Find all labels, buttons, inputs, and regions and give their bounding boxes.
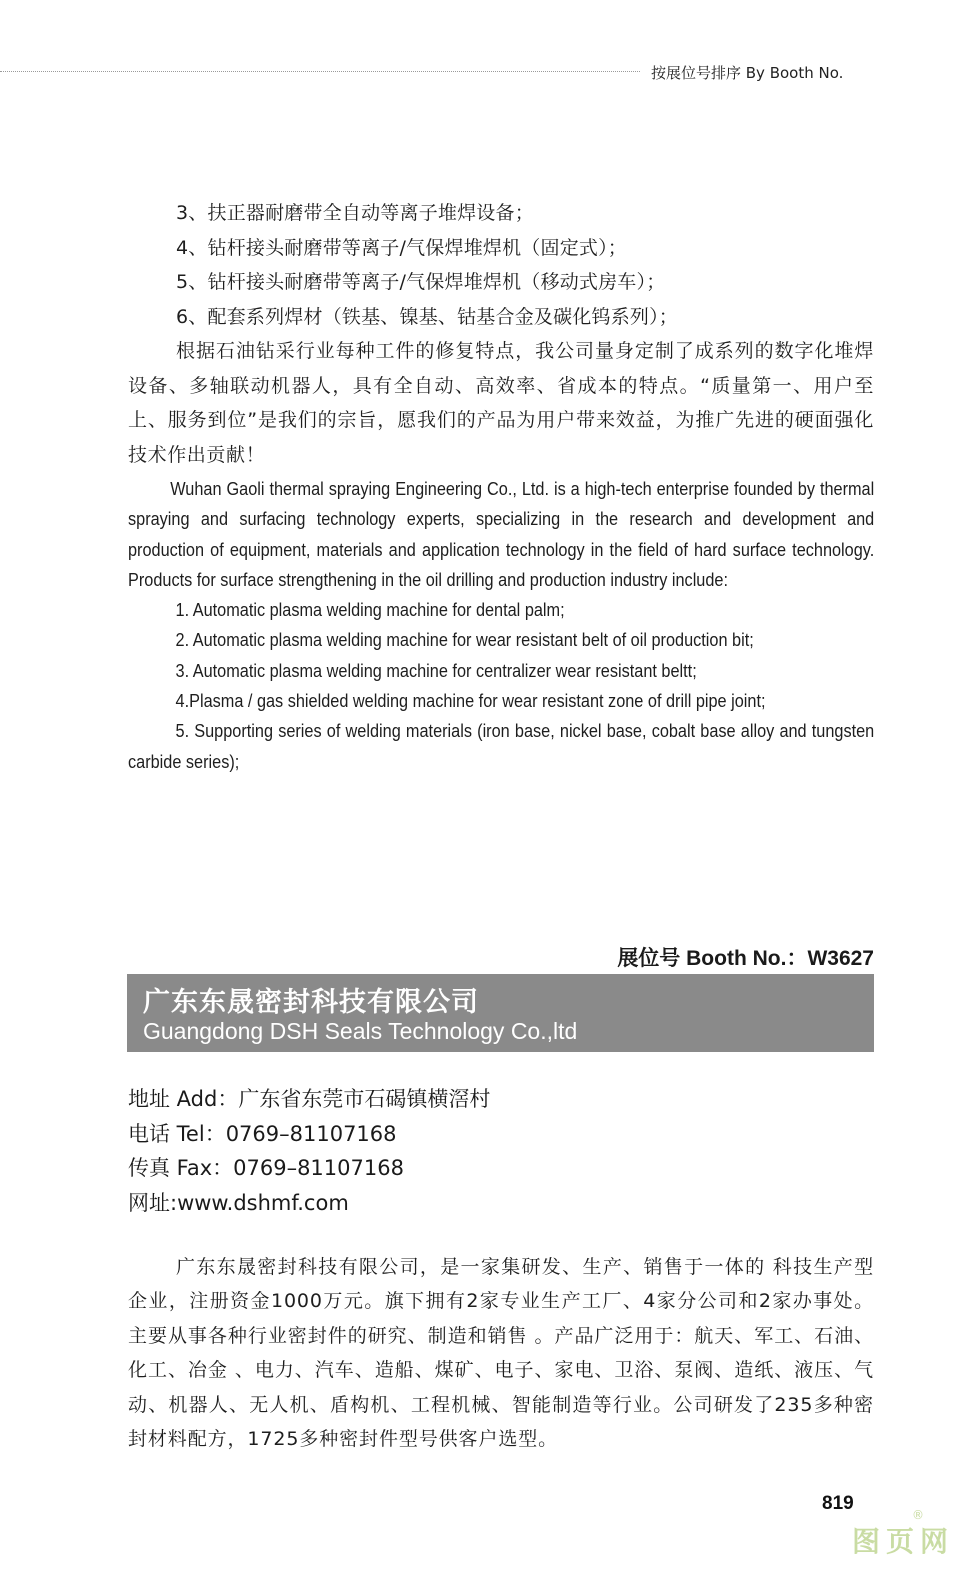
page-number: 819 (822, 1493, 854, 1514)
zh-list-item: 4、钻杆接头耐磨带等离子/气保焊堆焊机（固定式）； (176, 236, 627, 259)
company-name-zh: 广东东晟密封科技有限公司 (143, 987, 479, 1018)
contact-info (128, 1082, 874, 1220)
contact-website[interactable]: 网址:www.dshmf.com (128, 1190, 349, 1215)
zh-list-item: 5、钻杆接头耐磨带等离子/气保焊堆焊机（移动式房车）； (176, 271, 666, 293)
contact-address: 地址 Add：广东省东莞市石碣镇横滘村 (128, 1087, 491, 1111)
company-intro-paragraph: 广东东晟密封科技有限公司，是一家集研发、生产、销售于一体的 科技生产型企业，注册资金1000万元。旗下拥有2家专业生产工厂、4家分公司和2家办事处。主要从事各种行业密封件的研究、制造和销售 。产品广泛用于：航天、军工、石油、化工、冶金 、电力、汽车、造船、煤矿、电子、家电、卫浴、泵阀、造纸、液压、气动、机器人、无人机、盾构机、工程机械、智能制造等行业。公司研发了235多种密封材料配方，1725多种密封件型号供客户选型。 (128, 1256, 874, 1451)
en-list-item: 4.Plasma / gas shielded welding machine for wear resistant zone of drill pipe joint; (175, 690, 766, 712)
contact-tel: 电话 Tel：0769–81107168 (128, 1121, 397, 1146)
contact-fax: 传真 Fax：0769–81107168 (128, 1156, 404, 1180)
header-dotted-rule (0, 71, 640, 72)
previous-company-zh-section (128, 196, 874, 472)
zh-list-item: 6、配套系列焊材（铁基、镍基、钴基合金及碳化钨系列）； (176, 305, 678, 328)
zh-paragraph: 根据石油钻采行业每种工件的修复特点，我公司量身定制了成系列的数字化堆焊设备、多轴联动机器人，具有全自动、高效率、省成本的特点。“质量第一、用户至上、服务到位”是我们的宗旨，愿我们的产品为用户带来效益，为推广先进的硬面强化技术作出贡献！ (128, 340, 874, 466)
previous-company-en-section (128, 474, 874, 777)
en-list-item: 5. Supporting series of welding materials (iron base, nickel base, cobalt base alloy and tungsten carbide series); (128, 720, 875, 772)
company-name-banner (127, 974, 874, 1052)
zh-list-item: 3、扶正器耐磨带全自动等离子堆焊设备； (176, 202, 534, 224)
booth-number: 展位号 Booth No.：W3627 (617, 947, 874, 970)
en-list-item: 1. Automatic plasma welding machine for dental palm; (175, 599, 565, 621)
company-intro (128, 1250, 874, 1456)
en-paragraph: Wuhan Gaoli thermal spraying Engineering Co., Ltd. is a high-tech enterprise founded by thermal spraying and surfacing technology experts, specializing in the research and development and production of equipment, materials and application technology in the field of hard surface technology. Products for surface strengthening in the oil drilling and production industry include: (128, 478, 875, 590)
en-list-item: 2. Automatic plasma welding machine for wear resistant belt of oil production bit; (175, 629, 754, 651)
watermark-logo: 图页网 (852, 1525, 955, 1558)
registered-mark-icon: ® (912, 1508, 924, 1522)
section-title: 按展位号排序 By Booth No. (651, 64, 844, 82)
company-name-en: Guangdong DSH Seals Technology Co.,ltd (143, 1018, 578, 1044)
en-list-item: 3. Automatic plasma welding machine for centralizer wear resistant beltt; (175, 659, 697, 681)
